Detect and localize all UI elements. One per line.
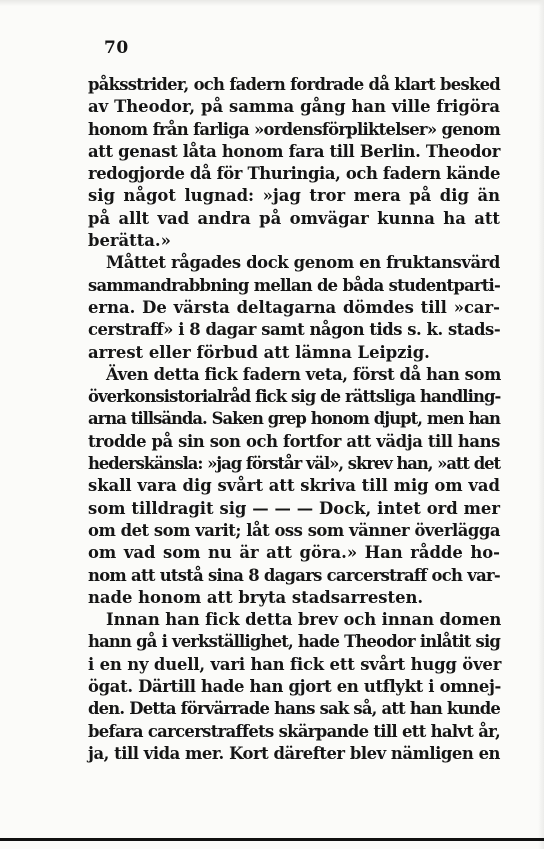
- text-line: arna tillsända. Saken grep honom djupt, men han: [88, 409, 500, 429]
- text-line: Även detta fick fadern veta, först då han som: [106, 364, 501, 384]
- text-line: om vad som nu är att göra.» Han rådde ho-: [88, 543, 500, 563]
- text-line: överkonsistorialråd fick sig de rättsliga handling-: [88, 387, 501, 407]
- text-line: honom från farliga »ordensförpliktelser» genom: [88, 119, 500, 139]
- text-line: den. Detta förvärrade hans sak så, att han kunde: [88, 699, 500, 719]
- text-line: på allt vad andra på omvägar kunna ha att: [88, 208, 500, 228]
- text-line: trodde på sin son och fortfor att vädja till hans: [88, 431, 500, 451]
- text-line: nade honom att bryta stadsarresten.: [88, 587, 424, 607]
- text-line: ögat. Därtill hade han gjort en utflykt i omnej-: [88, 677, 502, 697]
- text-line: redogjorde då för Thuringia, och fadern kände: [88, 164, 500, 184]
- text-line: sammandrabbning mellan de båda studentparti-: [88, 275, 500, 295]
- bottom-scan-border: [0, 838, 544, 841]
- text-line: ja, till vida mer. Kort därefter blev nämligen en: [88, 743, 500, 763]
- text-line: att genast låta honom fara till Berlin. Theodor: [88, 141, 500, 161]
- page-top-edge-shadow: [0, 0, 544, 6]
- text-line: Innan han fick detta brev och innan domen: [106, 610, 502, 630]
- text-line: cerstraff» i 8 dagar samt någon tids s. k. stads-: [88, 320, 501, 340]
- text-line: arrest eller förbud att lämna Leipzig.: [88, 342, 430, 362]
- text-line: berätta.»: [88, 231, 171, 251]
- text-line: hederskänsla: »jag förstår väl», skrev han, »att det: [88, 454, 500, 474]
- text-line: sig något lugnad: »jag tror mera på dig än: [88, 186, 500, 206]
- text-line: om det som varit; låt oss som vänner överlägga: [88, 520, 500, 540]
- text-line: som tilldragit sig — — — Dock, intet ord mer: [88, 498, 500, 518]
- text-line: Måttet rågades dock genom en fruktansvärd: [106, 253, 500, 273]
- page-right-edge-shadow: [538, 0, 544, 849]
- text-line: av Theodor, på samma gång han ville frigöra: [88, 97, 500, 117]
- text-line: skall vara dig svårt att skriva till mig om vad: [88, 476, 500, 496]
- page-number: 70: [104, 38, 129, 58]
- text-line: påksstrider, och fadern fordrade då klart besked: [88, 75, 500, 94]
- body-text: [88, 74, 500, 765]
- text-line: erna. De värsta deltagarna dömdes till »car-: [88, 297, 500, 317]
- text-line: befara carcerstraffets skärpande till ett halvt år,: [88, 721, 500, 741]
- text-line: hann gå i verkställighet, hade Theodor inlåtit sig: [88, 632, 500, 652]
- text-line: i en ny duell, vari han fick ett svårt hugg över: [88, 654, 502, 674]
- text-line: nom att utstå sina 8 dagars carcerstraff och var-: [88, 565, 500, 585]
